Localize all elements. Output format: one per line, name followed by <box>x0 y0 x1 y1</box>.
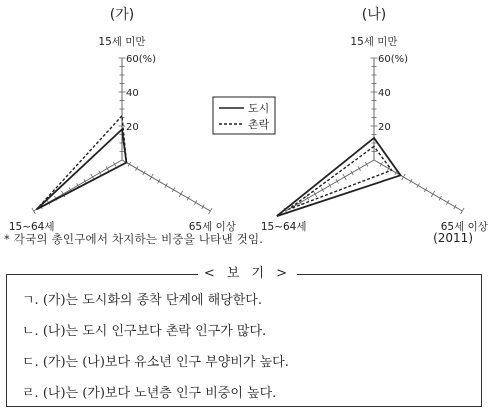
legend-city-label: 도시 <box>248 102 270 115</box>
axis-label-working-age: 15~64세 <box>260 221 307 233</box>
legend-rural-label: 촌락 <box>248 118 270 131</box>
tick-label: 60(%) <box>126 54 157 65</box>
tick-label: 20 <box>378 122 391 133</box>
axis-label-elderly: 65세 이상 <box>188 221 236 233</box>
axis-tick <box>343 174 347 180</box>
axis-tick <box>209 208 213 214</box>
options-box-title: < 보 기 > <box>0 262 495 281</box>
axis-tick <box>461 208 465 214</box>
option-item: ㄱ. (가)는 도시화의 종착 단계에 해당한다. <box>22 293 262 308</box>
tick-label: 40 <box>126 88 139 99</box>
legend <box>213 97 275 134</box>
axis-label-youth: 15세 미만 <box>98 36 146 48</box>
axis-label-youth: 15세 미만 <box>350 36 398 48</box>
option-item: ㄹ. (나)는 (가)보다 노년층 인구 비중이 높다. <box>22 386 277 401</box>
tick-label: 60(%) <box>378 54 409 65</box>
chart-title: (나) <box>361 7 387 23</box>
footnote: * 각국의 총인구에서 차지하는 비중을 나타낸 것임. <box>4 232 264 246</box>
axis-label-elderly: 65세 이상 <box>440 221 488 233</box>
series-rural-polygon <box>37 116 127 210</box>
axis-tick <box>402 174 406 180</box>
axis-tick <box>32 208 36 214</box>
axis-tick <box>313 191 317 197</box>
year-label: (2011) <box>433 231 473 245</box>
axis-label-working-age: 15~64세 <box>8 221 55 233</box>
radar-chart-b <box>261 6 489 233</box>
axis-tick <box>179 191 183 197</box>
tick-label: 20 <box>126 122 139 133</box>
radar-chart-a <box>9 6 237 233</box>
axis-tick <box>431 191 435 197</box>
chart-title: (가) <box>109 7 135 23</box>
tick-label: 40 <box>378 88 391 99</box>
option-item: ㄷ. (가)는 (나)보다 유소년 인구 부양비가 높다. <box>22 355 289 370</box>
axis-tick <box>150 174 154 180</box>
option-item: ㄴ. (나)는 도시 인구보다 촌락 인구가 많다. <box>22 324 267 339</box>
